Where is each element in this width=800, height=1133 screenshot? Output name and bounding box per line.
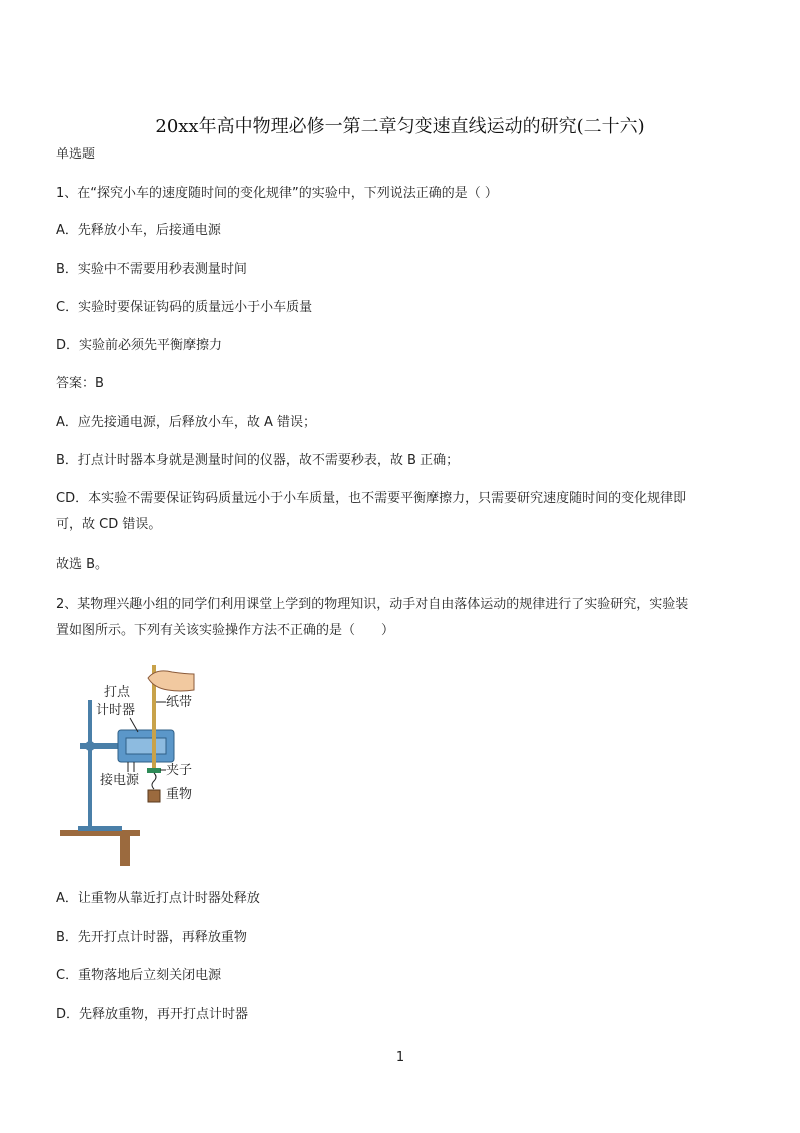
clip (147, 768, 161, 773)
page-title: 20xx年高中物理必修一第二章匀变速直线运动的研究(二十六) (155, 116, 645, 137)
label-power: 接电源 (100, 773, 140, 788)
apparatus-figure (58, 660, 208, 870)
q1-explanation-cd-cont: 可，故 CD 错误。 (56, 517, 162, 532)
hook (152, 773, 156, 789)
stand-base (78, 826, 122, 831)
section-label: 单选题 (56, 147, 96, 162)
q2-option-c: C．重物落地后立刻关闭电源 (56, 968, 222, 983)
timer-panel (126, 738, 166, 754)
q2-option-d: D．先释放重物，再开打点计时器 (56, 1007, 249, 1022)
label-weight: 重物 (166, 787, 193, 802)
q2-option-b: B．先开打点计时器，再释放重物 (56, 930, 247, 945)
q1-explanation-b: B．打点计时器本身就是测量时间的仪器，故不需要秒表，故 B 正确； (56, 453, 460, 468)
label-timer-line2: 计时器 (96, 703, 136, 718)
table-leg (120, 836, 130, 866)
stand-rod (88, 700, 92, 828)
q1-option-b: B．实验中不需要用秒表测量时间 (56, 262, 247, 277)
q1-option-d: D．实验前必须先平衡摩擦力 (56, 338, 223, 353)
q1-answer: 答案：B (56, 376, 104, 391)
q2-option-a: A．让重物从靠近打点计时器处释放 (56, 891, 260, 906)
q1-conclusion: 故选 B。 (56, 557, 109, 572)
clamp-knob (85, 741, 95, 751)
weight-block (148, 790, 160, 802)
label-clip: 夹子 (166, 763, 193, 778)
q2-stem-line1: 2、某物理兴趣小组的同学们利用课堂上学到的物理知识，动手对自由落体运动的规律进行了实验研究，实验装 (56, 597, 689, 612)
label-timer-line1: 打点 (104, 685, 131, 700)
q1-explanation-a: A．应先接通电源，后释放小车，故 A 错误； (56, 415, 317, 430)
page-number: 1 (395, 1050, 405, 1065)
label-tape: 纸带 (166, 695, 193, 710)
q1-option-c: C．实验时要保证钩码的质量远小于小车质量 (56, 300, 313, 315)
q2-stem-line2: 置如图所示。下列有关该实验操作方法不正确的是（ ） (56, 623, 395, 638)
q1-stem: 1、在“探究小车的速度随时间的变化规律”的实验中，下列说法正确的是（ ） (56, 186, 498, 201)
q1-explanation-cd: CD．本实验不需要保证钩码质量远小于小车质量，也不需要平衡摩擦力，只需要研究速度随时间的变化规律即 (56, 491, 687, 506)
q1-option-a: A．先释放小车，后接通电源 (56, 223, 221, 238)
